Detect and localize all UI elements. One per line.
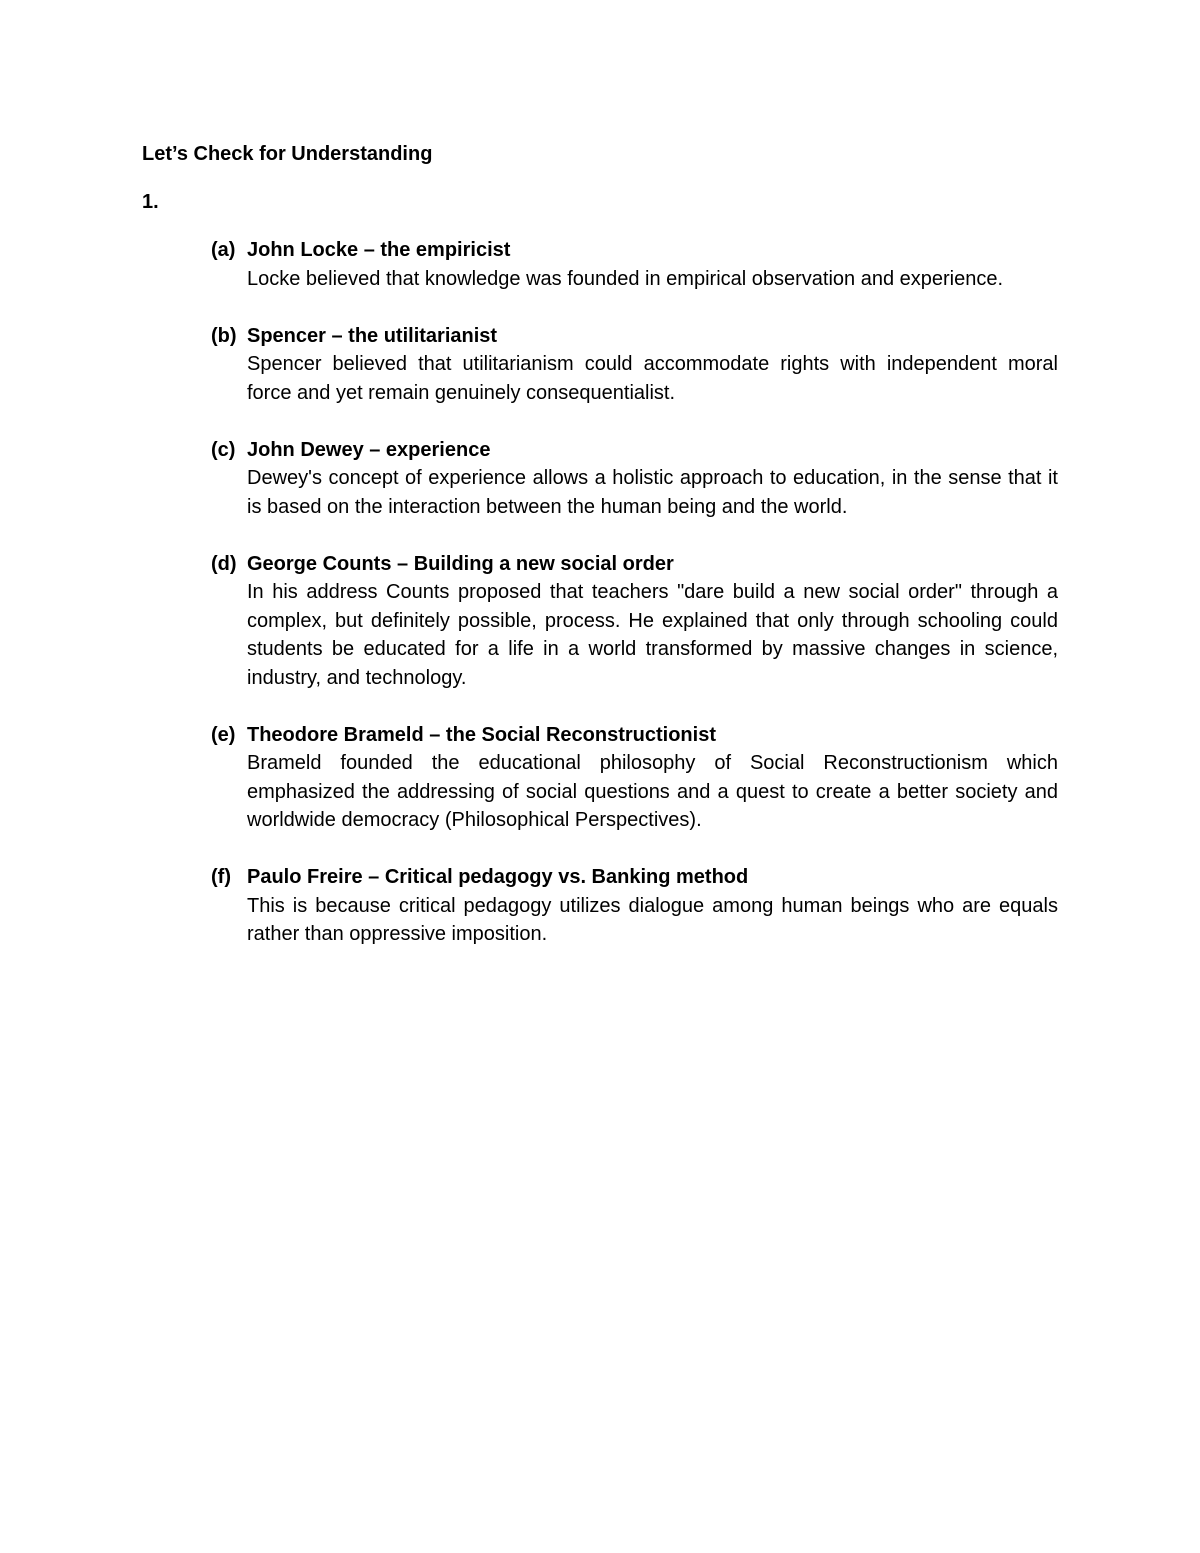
item-title: Paulo Freire – Critical pedagogy vs. Banking method bbox=[247, 866, 749, 888]
list-item bbox=[211, 236, 1058, 293]
list-item bbox=[211, 322, 1058, 408]
item-marker: (d) bbox=[211, 552, 237, 575]
list-item bbox=[211, 550, 1058, 693]
item-title: John Locke – the empiricist bbox=[247, 239, 511, 261]
question-number: 1. bbox=[142, 191, 159, 213]
item-title: John Dewey – experience bbox=[247, 438, 491, 461]
item-marker: (f) bbox=[211, 866, 231, 888]
item-title: George Counts – Building a new social order bbox=[247, 552, 674, 575]
item-title: Theodore Brameld – the Social Reconstructionist bbox=[247, 723, 716, 746]
item-title: Spencer – the utilitarianist bbox=[247, 324, 498, 347]
item-text: This is because critical pedagogy utilizes dialogue among human beings who are equals rather than oppressive imposition. bbox=[247, 894, 1058, 945]
item-marker: (e) bbox=[211, 723, 236, 746]
item-text: Spencer believed that utilitarianism could accommodate rights with independent moral force and yet remain genuinely consequentialist. bbox=[247, 353, 1058, 404]
item-text: Dewey's concept of experience allows a holistic approach to education, in the sense that it is based on the interaction between the human being and the world. bbox=[247, 467, 1058, 518]
item-marker: (a) bbox=[211, 239, 236, 261]
list-item bbox=[211, 436, 1058, 522]
item-text: In his address Counts proposed that teachers "dare build a new social order" through a complex, but definitely possible, process. He explained that only through schooling could students be educated for a life in a world transformed by massive changes in science, industry, and technology. bbox=[247, 581, 1058, 689]
list-item bbox=[211, 721, 1058, 835]
item-text: Brameld founded the educational philosophy of Social Reconstructionism which emphasized the addressing of social questions and a quest to create a better society and worldwide democracy (Philosophical Perspectives). bbox=[247, 752, 1058, 831]
item-text: Locke believed that knowledge was founded in empirical observation and experience. bbox=[247, 267, 1004, 290]
list-item bbox=[211, 863, 1058, 949]
page-title: Let’s Check for Understanding bbox=[142, 143, 433, 165]
item-marker: (b) bbox=[211, 324, 237, 347]
answer-list bbox=[211, 236, 1058, 977]
item-marker: (c) bbox=[211, 438, 236, 461]
